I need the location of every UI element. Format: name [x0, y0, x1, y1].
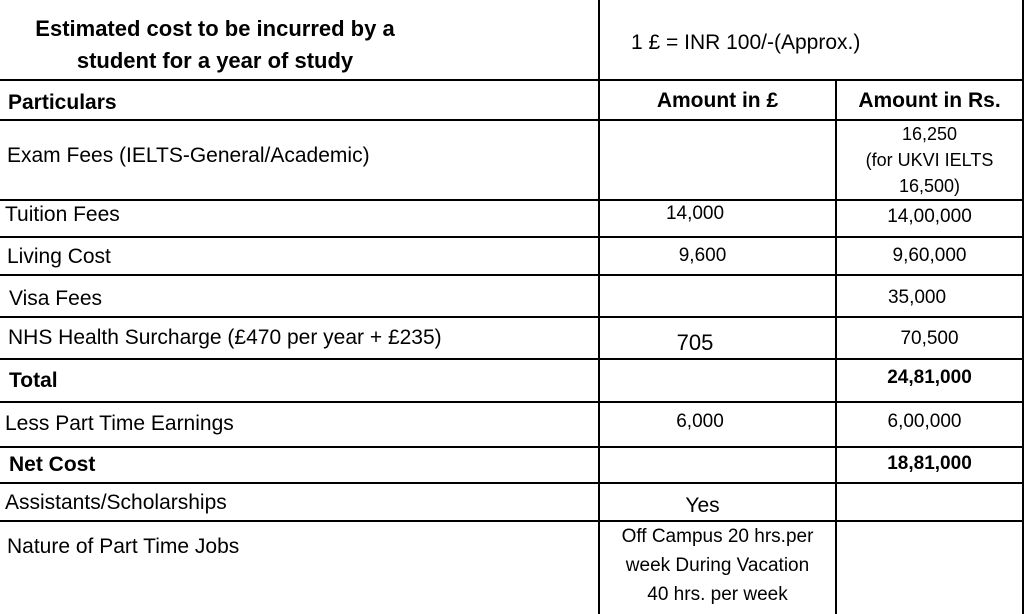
part-time-inr: 6,00,000 [887, 411, 962, 432]
cell-line: 16,500) [898, 176, 961, 196]
tuition-gbp: 14,000 [665, 203, 725, 224]
row-divider [0, 199, 1024, 201]
row-label-living: Living Cost [7, 245, 111, 268]
nhs-gbp: 705 [676, 330, 714, 355]
cell-line: Off Campus 20 hrs.per [621, 526, 814, 547]
row-divider [0, 446, 1024, 448]
title-line: Estimated cost to be incurred by a [35, 16, 395, 41]
row-label-visa: Visa Fees [9, 287, 102, 310]
net-cost-inr: 18,81,000 [887, 453, 972, 474]
row-divider [0, 401, 1024, 403]
living-gbp: 9,600 [678, 245, 727, 266]
column-header-amount-gbp: Amount in £ [656, 89, 779, 112]
row-divider [0, 236, 1024, 238]
row-divider [0, 316, 1024, 318]
tuition-inr: 14,00,000 [887, 206, 972, 227]
row-label-net-cost: Net Cost [9, 453, 96, 476]
cell-line: week During Vacation [625, 555, 810, 576]
total-inr: 24,81,000 [887, 367, 972, 388]
exam-fees-inr [837, 121, 1022, 199]
row-label-jobs: Nature of Part Time Jobs [7, 535, 240, 558]
title-line: student for a year of study [76, 48, 354, 73]
scholarships-gbp: Yes [685, 494, 720, 517]
column-header-amount-inr: Amount in Rs. [858, 89, 1001, 112]
jobs-gbp [600, 522, 835, 609]
table-title [0, 13, 430, 77]
row-label-nhs: NHS Health Surcharge (£470 per year + £235) [8, 326, 442, 349]
visa-inr: 35,000 [887, 287, 947, 308]
row-divider [0, 358, 1024, 360]
row-divider [0, 482, 1024, 484]
nhs-inr: 70,500 [900, 328, 959, 349]
cell-line: 16,250 [901, 124, 958, 144]
row-label-tuition: Tuition Fees [5, 203, 120, 226]
cell-line: 40 hrs. per week [647, 584, 788, 605]
row-label-scholarships: Assistants/Scholarships [5, 491, 227, 514]
column-header-particulars: Particulars [8, 91, 117, 114]
row-label-part-time: Less Part Time Earnings [5, 412, 234, 435]
row-divider [0, 274, 1024, 276]
part-time-gbp: 6,000 [676, 411, 724, 432]
row-divider [0, 520, 1024, 522]
living-inr: 9,60,000 [892, 245, 967, 266]
row-divider [0, 79, 1024, 81]
row-label-exam-fees: Exam Fees (IELTS-General/Academic) [7, 144, 370, 167]
exchange-rate: 1 £ = INR 100/-(Approx.) [631, 31, 861, 54]
row-label-total: Total [9, 369, 58, 392]
cell-line: (for UKVI IELTS [865, 150, 994, 170]
